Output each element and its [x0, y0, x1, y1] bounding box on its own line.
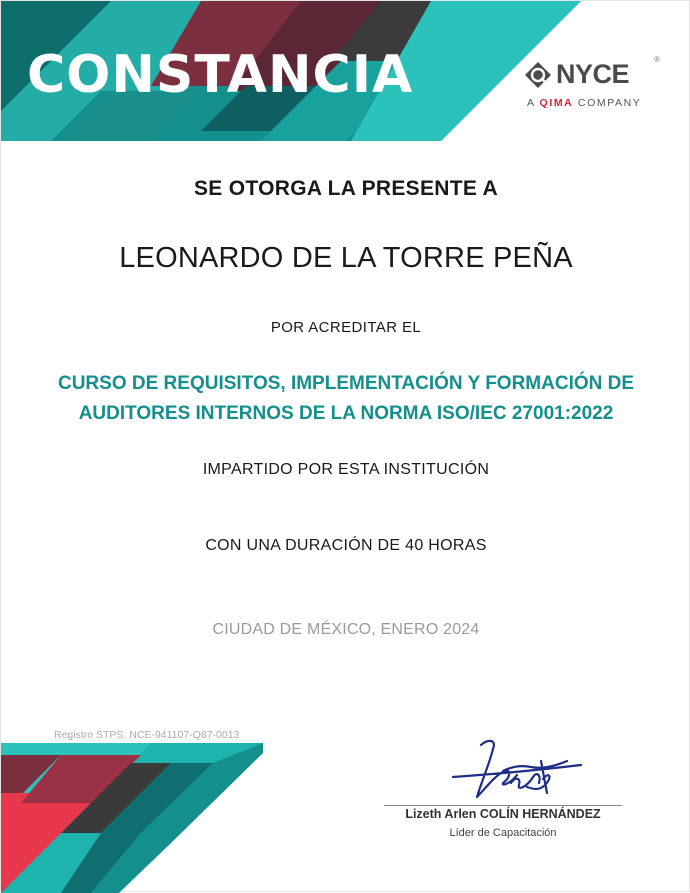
- signature-image: [441, 731, 591, 811]
- nyce-logo-icon: [524, 61, 552, 89]
- signer-role: Líder de Capacitación: [449, 827, 557, 839]
- signature-line: [384, 805, 622, 806]
- recipient-name: LEONARDO DE LA TORRE PEÑA: [119, 242, 573, 274]
- certificate-title: CONSTANCIA: [27, 45, 414, 105]
- accredit-text: POR ACREDITAR EL: [270, 319, 422, 336]
- duration-text: CON UNA DURACIÓN DE 40 HORAS: [205, 537, 487, 554]
- footer-banner: [1, 743, 263, 893]
- place-date: CIUDAD DE MÉXICO, ENERO 2024: [212, 621, 480, 638]
- nyce-logo: [524, 55, 664, 114]
- registered-mark: ®: [654, 55, 660, 64]
- course-title-line-2: AUDITORES INTERNOS DE LA NORMA ISO/IEC 27001:2022: [78, 403, 614, 424]
- imparted-text: IMPARTIDO POR ESTA INSTITUCIÓN: [202, 461, 490, 478]
- logo-tagline: A QIMA COMPANY: [527, 97, 642, 109]
- stps-registry: Registro STPS: NCE-941107-Q87-0013: [54, 729, 240, 741]
- signer-name: Lizeth Arlen COLÍN HERNÁNDEZ: [405, 807, 601, 821]
- course-title: [1, 369, 690, 429]
- logo-name: NYCE: [556, 59, 630, 89]
- granted-to-text: SE OTORGA LA PRESENTE A: [193, 177, 499, 200]
- course-title-line-1: CURSO DE REQUISITOS, IMPLEMENTACIÓN Y FORMACIÓN DE: [57, 373, 635, 394]
